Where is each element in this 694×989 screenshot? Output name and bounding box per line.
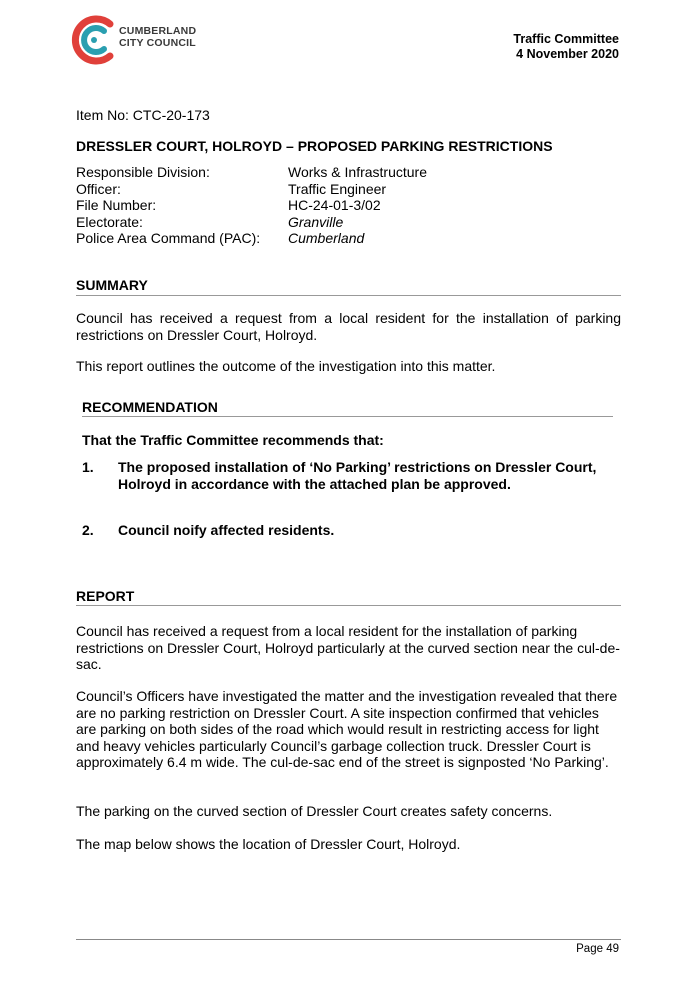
report-meta — [76, 164, 546, 247]
report-paragraph-1: Council has received a request from a local resident for the installation of parking restrictions on Dressler Court, Holroyd particularly at the curved section near the cul-de-sac. — [76, 623, 620, 672]
meta-value: HC-24-01-3/02 — [288, 197, 381, 213]
meta-row — [76, 181, 546, 198]
report-rule — [76, 605, 621, 606]
meta-value: Traffic Engineer — [288, 180, 387, 197]
recommendation-item-number: 1. — [82, 459, 94, 475]
recommendation-item — [82, 459, 627, 492]
recommendation-intro: That the Traffic Committee recommends that: — [82, 432, 384, 448]
footer-rule — [76, 939, 621, 940]
meta-label: Electorate: — [76, 213, 143, 230]
summary-paragraph-2: This report outlines the outcome of the investigation into this matter. — [76, 358, 496, 374]
council-name — [119, 25, 196, 49]
meta-label: Police Area Command (PAC): — [76, 230, 261, 246]
report-paragraph-2: Council’s Officers have investigated the matter and the investigation revealed that there are no parking restriction on Dressler Court. A site inspection confirmed that vehicles are parking on both sides of the road which would result in restricting access for light and heavy vehicles particularly Council’s garbage collection truck. Dressler Court is approximately 6.4 m wide. The cul-de-sac end of the street is signposted ‘No Parking’. — [76, 688, 618, 770]
recommendation-item-text: The proposed installation of ‘No Parking’ restrictions on Dressler Court, Holroyd in accordance with the attached plan be approved. — [118, 459, 597, 492]
meeting-date: 4 November 2020 — [516, 47, 619, 61]
council-name-line1: CUMBERLAND — [119, 25, 197, 37]
recommendation-heading: RECOMMENDATION — [82, 399, 218, 415]
report-heading: REPORT — [76, 588, 135, 604]
meta-label: Responsible Division: — [76, 164, 210, 180]
meta-value: Works & Infrastructure — [288, 164, 428, 180]
summary-heading: SUMMARY — [76, 277, 148, 293]
summary-rule — [76, 295, 621, 296]
recommendation-item-text: Council noify affected residents. — [118, 522, 335, 538]
recommendation-item-number: 2. — [82, 522, 94, 538]
report-paragraph-3: The parking on the curved section of Dressler Court creates safety concerns. — [76, 803, 553, 819]
header-info — [513, 32, 619, 62]
committee-name: Traffic Committee — [513, 32, 619, 46]
summary-paragraph-1: Council has received a request from a local resident for the installation of parking restrictions on Dressler Court, Holroyd. — [76, 310, 621, 343]
meta-row — [76, 197, 546, 214]
recommendation-rule — [82, 416, 613, 417]
council-logo-mark — [66, 12, 122, 68]
council-name-line2: CITY COUNCIL — [119, 37, 196, 49]
meta-value: Cumberland — [288, 230, 365, 246]
meta-row — [76, 164, 546, 181]
report-title: DRESSLER COURT, HOLROYD – PROPOSED PARKING RESTRICTIONS — [76, 138, 553, 154]
meta-value: Granville — [288, 213, 344, 230]
page-number: Page 49 — [576, 943, 619, 955]
recommendation-item — [82, 522, 627, 539]
meta-row — [76, 230, 546, 247]
meta-row — [76, 214, 546, 231]
report-paragraph-4: The map below shows the location of Dressler Court, Holroyd. — [76, 836, 461, 852]
meta-label: Officer: — [76, 180, 121, 197]
meta-label: File Number: — [76, 197, 157, 213]
item-number: Item No: CTC-20-173 — [76, 107, 210, 123]
